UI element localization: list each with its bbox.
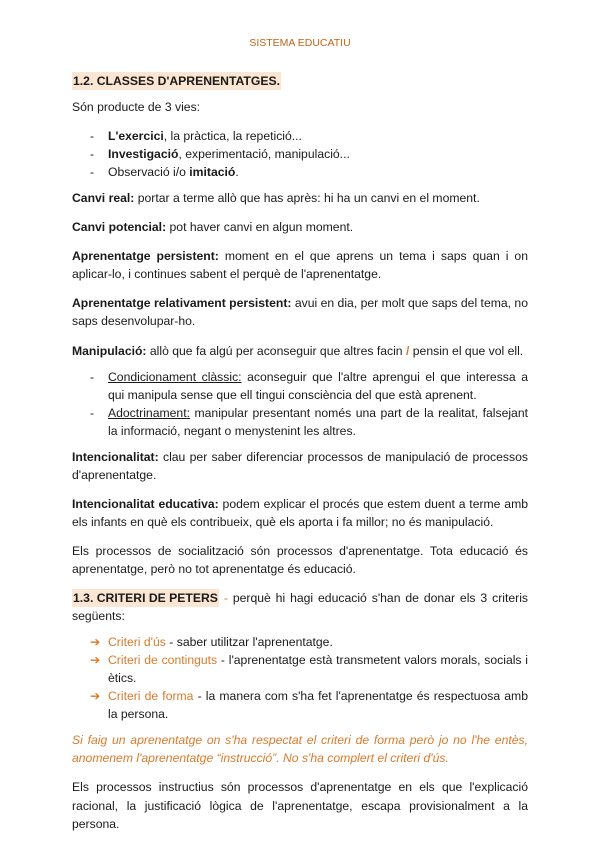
instruccio-note: Si faig un aprenentatge on s'ha respectat el criteri de forma però jo no l'he entès, anomenem l'aprenentatge “instrucció”. No s'ha complert el criteri d'ús. (72, 733, 528, 766)
dash-icon: - (90, 165, 95, 180)
intro-paragraph: Són producte de 3 vies: (72, 100, 201, 115)
page-header: SISTEMA EDUCATIU (249, 37, 351, 49)
definition-canvi-real: Canvi real: portar a terme allò que has après: hi ha un canvi en el moment. (72, 191, 480, 206)
criteris-list (72, 633, 528, 723)
dash-icon: - (90, 129, 95, 144)
arrow-icon: ➔ (90, 653, 101, 668)
manipulacio-list (72, 368, 528, 440)
definition-intencionalitat: Intencionalitat: clau per saber diferenciar processos de manipulació de processos d'aprenentatge. (72, 449, 528, 482)
definition-rel-persistent: Aprenentatge relativament persistent: avui en dia, per molt que saps del tema, no saps desenvolupar-ho. (72, 296, 528, 329)
list-item: - Adoctrinament: manipular presentant només una part de la realitat, falsejant la informació, negant o menystenint les altres. (90, 405, 528, 438)
definition-persistent: Aprenentatge persistent: moment en el que aprens un tema i saps quan i on aplicar-lo, i continues sabent el perquè de l'aprenentatge. (72, 249, 528, 282)
list-item: ➔ Criteri de continguts - l'aprenentatge està transmetent valors morals, socials i ètics. (90, 653, 528, 686)
definition-intencionalitat-educativa: Intencionalitat educativa: podem explicar el procés que estem duent a terme amb els infants en què els contribueix, què els aporta i fa millor; no és manipulació. (72, 496, 529, 529)
list-item: ➔ Criteri de forma - la manera com s'ha fet l'aprenentatge és respectuosa amb la persona. (90, 689, 528, 722)
instructius-paragraph: Els processos instructius són processos d'aprenentatge en els que l'explicació racional, la justificació lògica de l'aprenentatge, escapa provisionalment a la persona. (72, 780, 528, 831)
socialitzacio-paragraph: Els processos de socialització són processos d'aprenentatge. Tota educació és aprenentatge, però no tot aprenentatge és educació. (72, 543, 528, 576)
definition-manipulacio: Manipulació: allò que fa algú per aconseguir que altres facin / pensin el que vol ell. (72, 343, 524, 358)
list-item: - Investigació, experimentació, manipulació... (72, 145, 528, 163)
dash-icon: - (90, 147, 95, 162)
document-body (72, 72, 528, 844)
arrow-icon: ➔ (90, 635, 101, 650)
vies-list (72, 127, 528, 181)
list-item: - L'exercici, la pràctica, la repetició... (72, 127, 528, 145)
list-item: - Observació i/o imitació. (72, 163, 528, 181)
section-heading-1-2: 1.2. CLASSES D'APRENENTATGES. (72, 72, 281, 90)
dash-icon: - (90, 369, 95, 384)
list-item: ➔ Criteri d'ús - saber utilitzar l'aprenentatge. (72, 633, 528, 651)
dash-icon: - (90, 405, 95, 420)
definition-canvi-potencial: Canvi potencial: pot haver canvi en algun moment. (72, 220, 354, 235)
section-heading-1-3: 1.3. CRITERI DE PETERS - perquè hi hagi educació s'han de donar els 3 criteris següents: (72, 591, 528, 624)
arrow-icon: ➔ (90, 689, 101, 704)
list-item: - Condicionament clàssic: aconseguir que l'altre aprengui el que interessa a qui manipula sense que ell tingui consciència del que està aprenent. (90, 369, 528, 402)
